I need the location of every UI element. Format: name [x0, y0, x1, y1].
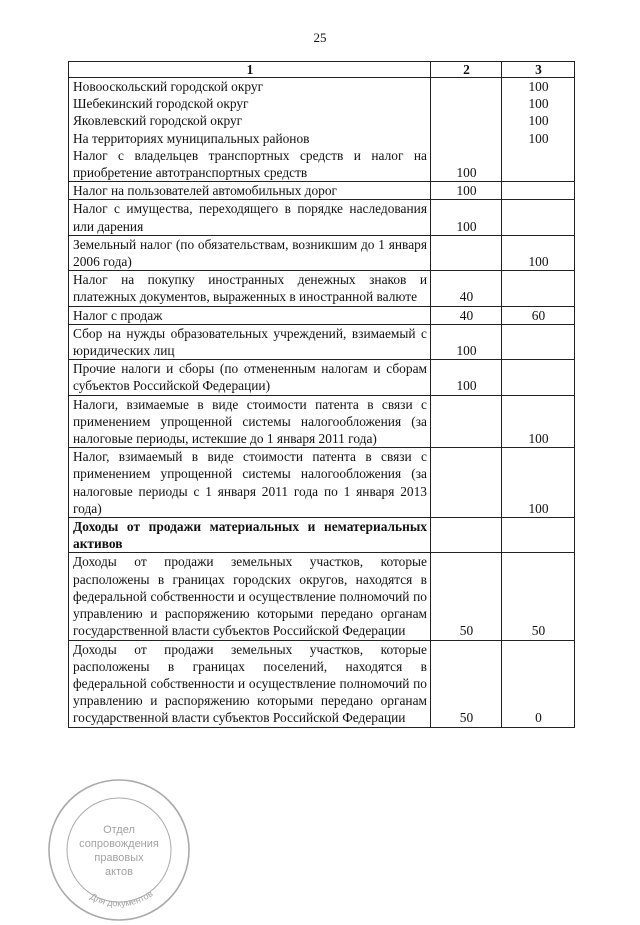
row-label: Земельный налог (по обязательствам, возникшим до 1 января 2006 года): [69, 235, 431, 270]
line-novooskolsky: Новооскольский городской округ: [73, 79, 264, 94]
table-header-row: [69, 62, 575, 78]
value-cell: 100: [528, 113, 549, 129]
row-col2: [431, 235, 502, 270]
row-label: Налог на пользователей автомобильных дорог: [69, 182, 431, 200]
row-label: Налог с имущества, переходящего в порядке наследования или дарения: [69, 200, 431, 235]
row-col3: [502, 271, 575, 306]
row-col3: 60: [502, 306, 575, 324]
row-label: Налог, взимаемый в виде стоимости патента в связи с применением упрощенной системы налогообложения (за налоговые периоды с 1 января 2011 года по 1 января 2013 года): [69, 448, 431, 518]
row-label: Доходы от продажи земельных участков, которые расположены в границах поселений, находятся в федеральной собственности и осуществление полномочий по управлению и распоряжению которыми передано органам государственной власти субъектов Российской Федерации: [69, 640, 431, 727]
line-transport-tax: Налог с владельцев транспортных средств и налог на приобретение автотранспортных средств: [73, 147, 427, 181]
table-row: [69, 395, 575, 448]
table-row: [69, 78, 575, 182]
header-col-2: 2: [431, 62, 502, 78]
table-row: [69, 235, 575, 270]
row-label: Прочие налоги и сборы (по отмененным налогам и сборам субъектов Российской Федерации): [69, 360, 431, 395]
row-col2: [431, 448, 502, 518]
section-heading: Доходы от продажи материальных и нематериальных активов: [69, 518, 431, 553]
table-row: [69, 271, 575, 306]
row-col3: [502, 200, 575, 235]
table-row: [69, 182, 575, 200]
table-row: [69, 448, 575, 518]
line-municipal-districts: На территориях муниципальных районов: [73, 130, 310, 146]
row-col3: [502, 324, 575, 359]
stamp-line-1: Отдел: [103, 824, 135, 836]
line-yakovlevsky: Яковлевский городской округ: [73, 113, 243, 129]
row-col3: 50: [502, 553, 575, 640]
row-col2: 50: [431, 553, 502, 640]
stamp-line-4: актов: [105, 866, 133, 878]
first-block-labels: [69, 78, 431, 182]
value-cell: 100: [528, 96, 549, 112]
row-col2: 100: [431, 200, 502, 235]
row-col2: 100: [431, 324, 502, 359]
row-col2: [431, 395, 502, 448]
row-label: Налог с продаж: [69, 306, 431, 324]
row-col2: 50: [431, 640, 502, 727]
stamp-ring-text: Для документов: [88, 888, 155, 909]
row-col2: 100: [431, 182, 502, 200]
table-row: [69, 360, 575, 395]
row-label: Налог на покупку иностранных денежных знаков и платежных документов, выраженных в иностранной валюте: [69, 271, 431, 306]
first-block-col2: 100: [431, 78, 502, 182]
row-col2: 100: [431, 360, 502, 395]
line-shebekinsky: Шебекинский городской округ: [73, 96, 249, 112]
revenue-distribution-table: [68, 61, 575, 728]
table-row: [69, 553, 575, 640]
section-col2: [431, 518, 502, 553]
stamp-line-3: правовых: [94, 852, 144, 864]
table-row: [69, 324, 575, 359]
table-row: [69, 640, 575, 727]
row-col3: 0: [502, 640, 575, 727]
row-label: Сбор на нужды образовательных учреждений, взимаемый с юридических лиц: [69, 324, 431, 359]
section-row: [69, 518, 575, 553]
value-cell: 100: [528, 79, 549, 94]
header-col-3: 3: [502, 62, 575, 78]
row-col2: 40: [431, 306, 502, 324]
row-col3: 100: [502, 448, 575, 518]
office-stamp: [44, 775, 194, 925]
row-label: Налоги, взимаемые в виде стоимости патента в связи с применением упрощенной системы налогообложения (за налоговые периоды, истекшие до 1 января 2011 года): [69, 395, 431, 448]
header-col-1: 1: [69, 62, 431, 78]
table-row: [69, 200, 575, 235]
section-col3: [502, 518, 575, 553]
page-number: 25: [313, 30, 327, 45]
stamp-line-2: сопровождения: [79, 838, 159, 850]
row-col3: 100: [502, 235, 575, 270]
row-col3: [502, 360, 575, 395]
row-col3: 100: [502, 395, 575, 448]
table-row: [69, 306, 575, 324]
first-block-col3: [502, 78, 575, 182]
row-label: Доходы от продажи земельных участков, которые расположены в границах городских округов, находятся в федеральной собственности и осуществление полномочий по управлению и распоряжению которыми передано органам государственной власти субъектов Российской Федерации: [69, 553, 431, 640]
value-cell: 100: [528, 130, 549, 146]
stamp-inner-ring: [67, 798, 171, 902]
row-col3: [502, 182, 575, 200]
row-col2: 40: [431, 271, 502, 306]
